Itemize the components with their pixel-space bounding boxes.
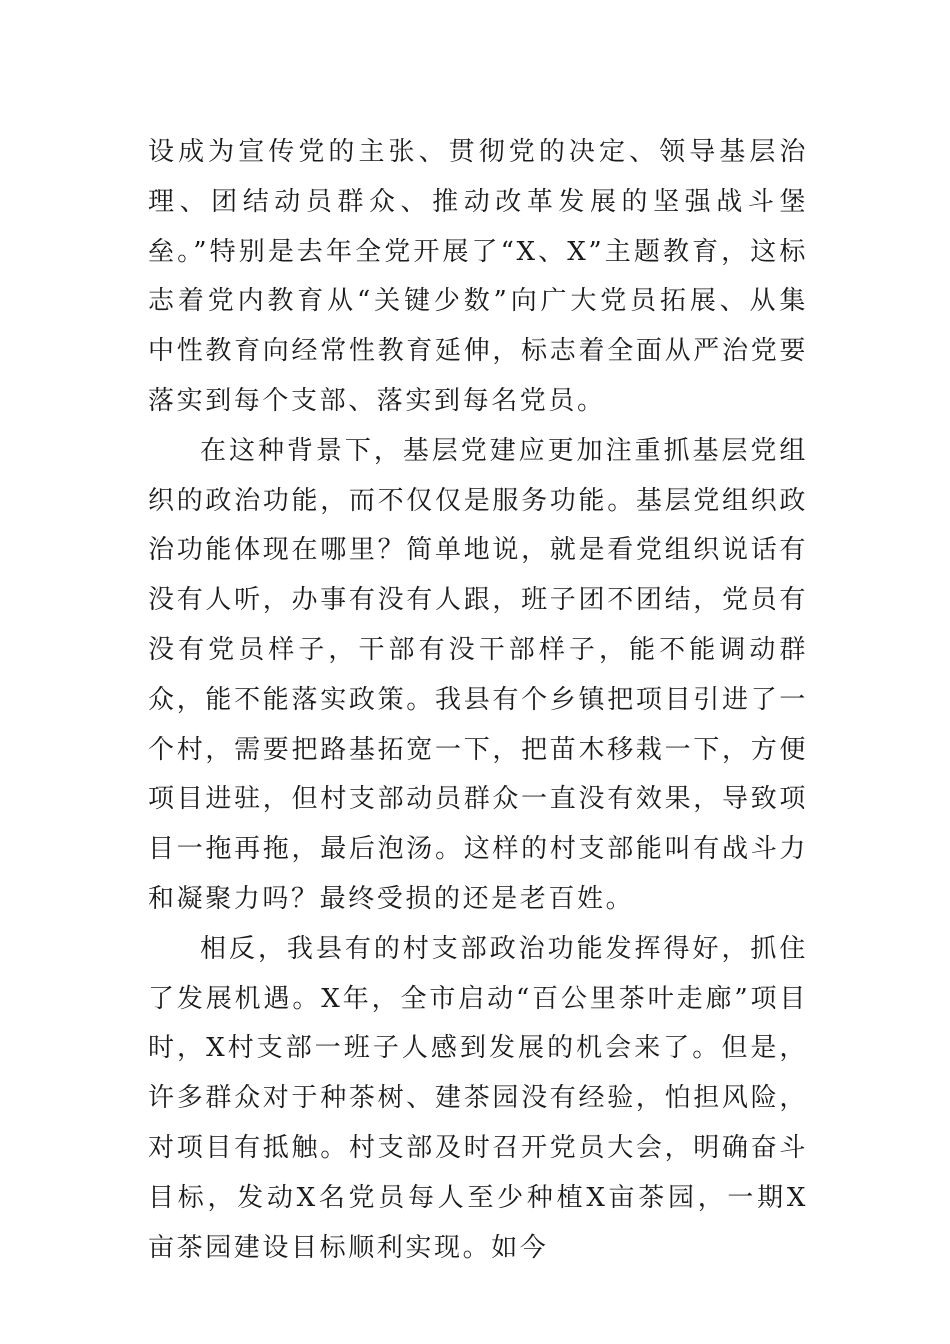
- paragraph-continued: 设成为宣传党的主张、贯彻党的决定、领导基层治理、团结动员群众、推动改革发展的坚强战斗堡垒。”特别是去年全党开展了“X、X”主题教育，这标志着党内教育从“关键少数”向广大党员拓展、从集中性教育向经常性教育延伸，标志着全面从严治党要落实到每个支部、落实到每名党员。: [148, 137, 808, 416]
- document-body: [148, 128, 808, 1273]
- paragraph-contrast: 相反，我县有的村支部政治功能发挥得好，抓住了发展机遇。X年，全市启动“百公里茶叶走廊”项目时，X村支部一班子人感到发展的机会来了。但是，许多群众对于种茶树、建茶园没有经验，怕担风险，对项目有抵触。村支部及时召开党员大会，明确奋斗目标，发动X名党员每人至少种植X亩茶园，一期X亩茶园建设目标顺利实现。如今: [148, 933, 808, 1263]
- paragraph-background: 在这种背景下，基层党建应更加注重抓基层党组织的政治功能，而不仅仅是服务功能。基层党组织政治功能体现在哪里？简单地说，就是看党组织说话有没有人听，办事有没有人跟，班子团不团结，党员有没有党员样子，干部有没干部样子，能不能调动群众，能不能落实政策。我县有个乡镇把项目引进了一个村，需要把路基拓宽一下，把苗木移栽一下，方便项目进驻，但村支部动员群众一直没有效果，导致项目一拖再拖，最后泡汤。这样的村支部能叫有战斗力和凝聚力吗？最终受损的还是老百姓。: [148, 435, 808, 914]
